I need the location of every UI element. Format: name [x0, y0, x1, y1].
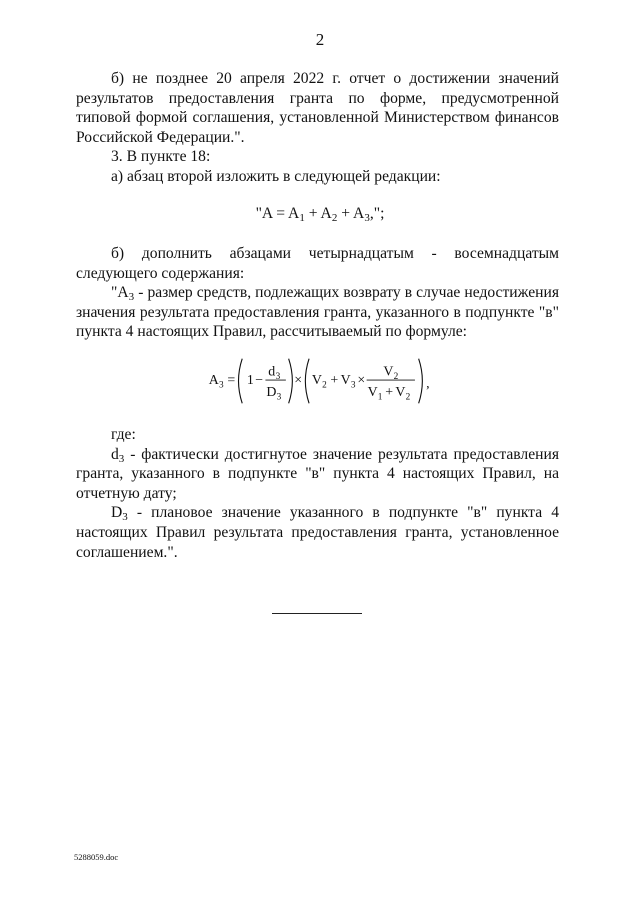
paragraph-where: где: — [111, 426, 136, 443]
svg-text:1: 1 — [377, 392, 383, 403]
formula-lhs: A — [208, 372, 219, 388]
svg-text:V: V — [340, 372, 351, 388]
svg-text:2: 2 — [322, 380, 327, 391]
paragraph-block-2 — [76, 244, 559, 342]
paragraph-d3-definition: $d_3$ - фактически достигнутое значение результата предоставления гранта, указанного в подпункте "в" пункта 4 настоящих Правил, на отчетную дату; — [76, 445, 559, 502]
formula-a3 — [198, 355, 448, 407]
svg-text:+: + — [330, 372, 339, 388]
svg-text:×: × — [294, 372, 303, 388]
paragraph-D3-definition: $D_3$ - плановое значение указанного в подпункте "в" пункта 4 настоящих Правил результата предоставления гранта, установленное соглашением.". — [76, 504, 559, 561]
svg-text:3: 3 — [350, 380, 356, 391]
svg-text:1: 1 — [246, 372, 254, 388]
svg-text:d: d — [268, 364, 276, 380]
svg-text:D: D — [266, 384, 277, 400]
svg-text:×: × — [357, 372, 366, 388]
svg-text:=: = — [227, 372, 236, 388]
paren-left-2 — [305, 359, 309, 404]
svg-text:2: 2 — [393, 372, 399, 383]
paren-right-1 — [289, 359, 293, 404]
svg-text:+: + — [385, 384, 394, 400]
paren-left-1 — [239, 359, 243, 404]
svg-text:3: 3 — [219, 380, 224, 391]
svg-text:−: − — [255, 372, 264, 388]
svg-text:2: 2 — [405, 392, 411, 403]
svg-text:3: 3 — [276, 392, 282, 403]
paragraph-block-1 — [76, 69, 559, 187]
separator-line — [272, 613, 362, 614]
page-number: 2 — [315, 30, 325, 49]
svg-text:V: V — [367, 384, 378, 400]
paren-right-2 — [419, 359, 423, 404]
paragraph-abzac-2: а) абзац второй изложить в следующей редакции: — [111, 167, 441, 185]
paragraph-report-deadline: б) не позднее 20 апреля 2022 г. отчет о достижении значений результатов предоставления гранта по форме, предусмотренной типовой формой соглашения, установленной Министерством финансов Российской Федерации.". — [76, 70, 559, 146]
svg-text:,: , — [426, 376, 430, 392]
svg-text:3: 3 — [275, 372, 281, 383]
paragraph-a3-definition: "$A_3$ - размер средств, подлежащих возврату в случае недостижения значения результата предоставления гранта, указанного в подпункте "в" пункта 4 настоящих Правил, рассчитываемый по формуле: — [76, 284, 559, 341]
paragraph-point-18: 3. В пункте 18: — [111, 148, 211, 166]
formula-a-sum: "$A = A_1 + A_2 + A_3$,"; — [255, 205, 385, 224]
footer-doc-id: 5288059.doc — [74, 852, 119, 862]
svg-text:V: V — [311, 372, 322, 388]
paragraph-add-abzacy: б) дополнить абзацами четырнадцатым - восемнадцатым следующего содержания: — [76, 245, 559, 282]
svg-text:V: V — [395, 384, 406, 400]
paragraph-block-3 — [76, 425, 559, 562]
svg-text:V: V — [383, 364, 394, 380]
